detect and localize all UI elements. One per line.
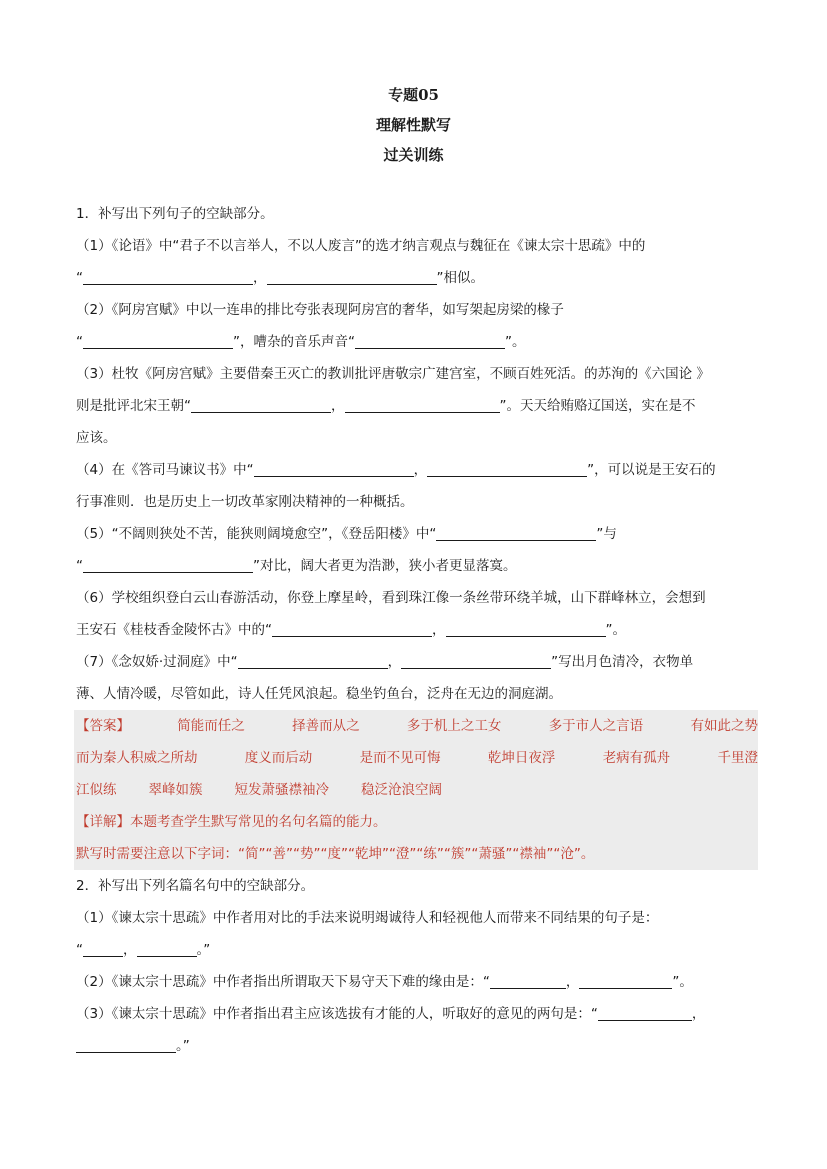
q1-item4-line2: 行事准则．也是历史上一切改革家刚决精神的一种概括。 — [76, 494, 414, 510]
detail-row: 【详解】本题考查学生默写常见的名句名篇的能力。 — [76, 814, 387, 830]
answer-blank[interactable] — [83, 332, 233, 349]
q1-item3-line2: 则是批评北宋王朝“ ， ”。天天给贿赂辽国送，实在是不 — [76, 398, 696, 414]
answer-blank[interactable] — [427, 460, 587, 477]
answer-row: 【答案】 简能而任之 择善而从之 多于机上之工女 多于市人之言语 有如此之势 — [76, 710, 758, 742]
answer-blank[interactable] — [254, 460, 414, 477]
q2-item1-line1: （1）《谏太宗十思疏》中作者用对比的手法来说明竭诚待人和轻视他人而带来不同结果的句子是： — [76, 910, 659, 926]
answer-blank[interactable] — [76, 1036, 176, 1053]
answer-box — [74, 710, 758, 870]
q1-item3-line1: （3）杜牧《阿房宫赋》主要借秦王灭亡的教训批评唐敬宗广建宫室，不顾百姓死活。的苏洵的《六国论 》 — [76, 366, 710, 382]
q1-item7-line2: 薄、人情冷暖，尽管如此，诗人任凭风浪起。稳坐钓鱼台，泛舟在无边的洞庭湖。 — [76, 686, 562, 702]
q1-item6-line2: 王安石《桂枝香金陵怀古》中的“ ， ”。 — [76, 622, 626, 638]
answer-blank[interactable] — [83, 940, 123, 957]
q2-item1-line2: “ ， 。” — [76, 942, 211, 958]
q1-item2-line2: “ ”，嘈杂的音乐声音“ ”。 — [76, 334, 526, 350]
answer-blank[interactable] — [345, 396, 500, 413]
answer-label: 【答案】 — [76, 718, 130, 734]
q1-item3-line3: 应该。 — [76, 430, 117, 446]
answer-blank[interactable] — [191, 396, 331, 413]
answer-blank[interactable] — [401, 652, 551, 669]
answer-blank[interactable] — [598, 1004, 692, 1021]
q1-item1-line1: （1）《论语》中“君子不以言举人，不以人废言”的选才纳言观点与魏征在《谏太宗十思疏》中的 — [76, 238, 646, 254]
q2-item3-line1: （3）《谏太宗十思疏》中作者指出君主应该选拔有才能的人，听取好的意见的两句是：“ ， — [76, 1006, 706, 1022]
answer-blank[interactable] — [579, 972, 672, 989]
topic-number: 专题05 — [388, 86, 439, 104]
answer-blank[interactable] — [137, 940, 197, 957]
q1-item7-line1: （7）《念奴娇·过洞庭》中“ ， ”写出月色清冷，衣物单 — [76, 654, 694, 670]
q2-title: 2．补写出下列名篇名句中的空缺部分。 — [76, 878, 315, 894]
answer-row: 江似练 翠峰如簇 短发萧骚襟袖冷 稳泛沧浪空阔 — [76, 782, 442, 798]
document-body — [76, 198, 756, 1062]
answer-blank[interactable] — [436, 524, 596, 541]
q1-title: 1．补写出下列句子的空缺部分。 — [76, 206, 274, 222]
detail-label: 【详解】 — [76, 814, 130, 830]
answer-blank[interactable] — [83, 556, 253, 573]
page-header — [0, 80, 827, 170]
q1-item2-line1: （2）《阿房宫赋》中以一连串的排比夸张表现阿房宫的奢华，如写架起房梁的椽子 — [76, 302, 564, 318]
answer-blank[interactable] — [238, 652, 388, 669]
answer-blank[interactable] — [355, 332, 505, 349]
answer-blank[interactable] — [490, 972, 566, 989]
q1-item5-line2: “ ”对比，阔大者更为浩渺，狭小者更显落寞。 — [76, 558, 517, 574]
q2-item2-line1: （2）《谏太宗十思疏》中作者指出所谓取天下易守天下难的缘由是：“ ， ”。 — [76, 974, 693, 990]
q1-item4-line1: （4）在《答司马谏议书》中“ ， ”，可以说是王安石的 — [76, 462, 716, 478]
topic-title: 理解性默写 — [375, 116, 451, 134]
section-title: 过关训练 — [383, 146, 444, 164]
q1-item5-line1: （5）“不阔则狭处不苦，能狭则阔境愈空”，《登岳阳楼》中“ ”与 — [76, 526, 617, 542]
answer-blank[interactable] — [446, 620, 606, 637]
answer-blank[interactable] — [83, 268, 253, 285]
answer-blank[interactable] — [267, 268, 437, 285]
answer-blank[interactable] — [272, 620, 432, 637]
q2-item3-line2: 。” — [76, 1030, 756, 1062]
q1-item6-line1: （6）学校组织登白云山春游活动，你登上摩星岭，看到珠江像一条丝带环绕羊城，山下群峰林立，会想到 — [76, 590, 706, 606]
q1-item1-line2: “ ， ”相似。 — [76, 270, 484, 286]
answer-row: 而为秦人积威之所劫 度义而后动 是而不见可悔 乾坤日夜浮 老病有孤舟 千里澄 — [76, 750, 758, 766]
detail-note: 默写时需要注意以下字词：“简”“善”“势”“度”“乾坤”“澄”“练”“簇”“萧骚”“襟袖”“沧”。 — [76, 846, 595, 862]
